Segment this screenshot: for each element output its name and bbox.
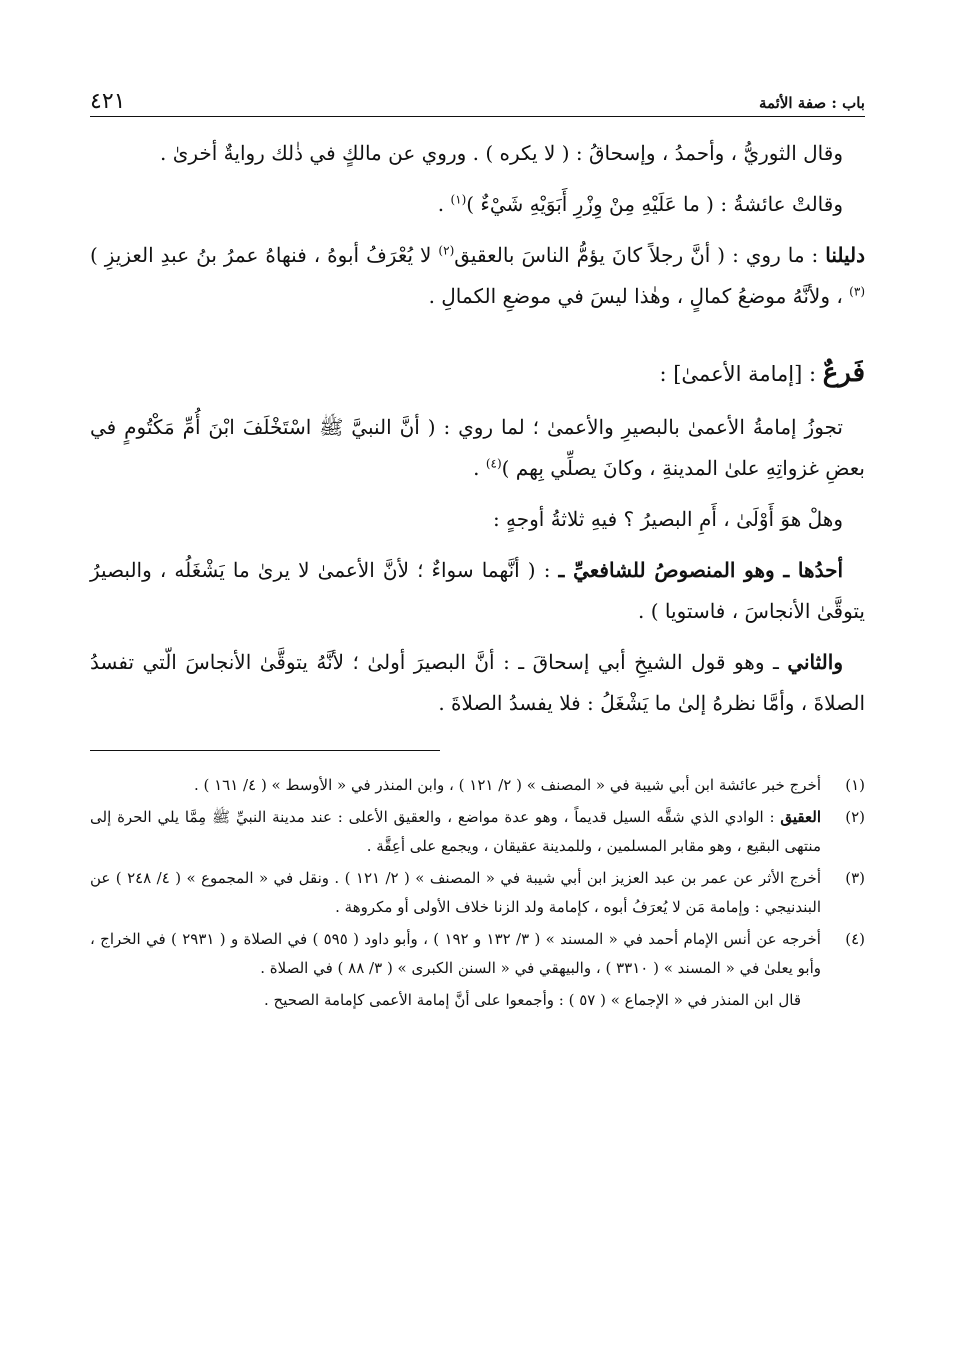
footnote-text: أخرج خبر عائشة ابن أبي شيبة في « المصنف » ( ٢/ ١٢١ ) ، وابن المنذر في « الأوسط » ( ٤/ ١٦١ ) . <box>193 776 821 794</box>
footnote <box>90 925 865 983</box>
page-number: ٤٢١ <box>90 89 126 114</box>
footnote-number: (٢) <box>845 808 865 826</box>
footnote-separator <box>90 750 440 751</box>
footnote-number: (١) <box>845 776 865 794</box>
footnote-continuation: قال ابن المنذر في « الإجماع » ( ٥٧ ) : وأجمعوا على أنَّ إمامة الأعمى كإمامة الصحيح . <box>264 991 801 1009</box>
footnote-number: (٤) <box>845 930 865 948</box>
footnote-ref: (٤) <box>485 456 502 471</box>
lead-word: أحدُها ـ وهو المنصوصُ للشافعيِّ ـ <box>558 558 843 582</box>
footnotes <box>90 771 865 1015</box>
paragraph: وقال الثوريُّ ، وأحمدُ ، وإسحاقُ : ( لا يكره ) . وروي عن مالكٍ في ذٰلك روايةٌ أخرىٰ . <box>160 141 843 165</box>
footnote <box>90 771 865 800</box>
footnote-text: أخرجه عن أنس الإمام أحمد في « المسند » ( ٣/ ١٣٢ و ١٩٢ ) ، وأبو داود ( ٥٩٥ ) في الصلاة و ( ٢٩٣١ ) في الخراج ، وأبو يعلىٰ في « المسند » ( ٣٣١٠ ) ، والبيهقي في « السنن الكبرى » ( ٣/ ٨٨ ) في الصلاة . <box>90 930 821 977</box>
paragraph: وقالتْ عائشةُ : ( ما عَلَيْهِ مِنْ وِزْرِ أَبَوَيْهِ شَيْءٌ )$^{(١)}$ . <box>437 192 843 216</box>
book-page <box>90 78 865 1015</box>
lead-word: والثاني <box>787 650 843 674</box>
footnote-text: العقيق : الوادي الذي شقَّه السيل قديماً ، وهو عدة مواضع ، والعقيق الأعلى : عند مدينة النبيِّ ﷺ مِمَّا يلي الحرة إلى منتهى البقيع ، وهو مقابر المسلمين ، وللمدينة عقيقان ، ويجمع على أعِقَّة . <box>90 808 821 855</box>
page-header <box>90 78 865 117</box>
footnote <box>90 803 865 861</box>
footnote-text: أخرج الأثر عن عمر بن عبد العزيز ابن أبي شيبة في « المصنف » ( ٢/ ١٢١ ) . ونقل في « المجموع » ( ٤/ ٢٤٨ ) عن البندنيجي : وإمامة مَن لا يُعرَفُ أبوه ، كإمامة ولد الزنا خلاف الأولى أو مكروهة . <box>90 869 822 916</box>
footnote <box>90 864 865 922</box>
paragraph: تجوزُ إمامةُ الأعمىٰ بالبصيرِ والأعمىٰ ؛ لما روي : ( أنَّ النبيَّ ﷺ اسْتَخْلَفَ ابْنَ أُمِّ مَكْتُومٍ في بعضِ غزواتِهِ علىٰ المدينةِ ، وكانَ يصلِّي بِهم )$^{(٤)}$ . <box>90 415 865 480</box>
paragraph: والثاني ـ وهو قول الشيخِ أبي إسحاقَ ـ : أنَّ البصيرَ أولىٰ ؛ لأنَّهُ يتوقَّىٰ الأنجاسَ الّتي تفسدُ الصلاةَ ، وأمَّا نظرهُ إلىٰ ما يَشْغَلُ : فلا يفسدُ الصلاةَ . <box>90 650 865 715</box>
lead-word: دليلنا <box>825 243 866 267</box>
paragraph: دليلنا : ما روي : ( أنَّ رجلاً كانَ يؤمُّ الناسَ بالعقيق$^{(٢)}$ لا يُعْرَفُ أبوهُ ، فنهاهُ عمرُ بنُ عبدِ العزيزِ )$^{(٣)}$ ، ولأنَّهُ موضعُ كمالٍ ، وهٰذا ليسَ في موضعِ الكمالِ . <box>90 243 866 308</box>
main-text <box>90 133 865 724</box>
running-title: باب : صفة الأئمة <box>758 94 865 112</box>
footnote-ref: (١) <box>450 192 467 207</box>
footnote-ref: (٣) <box>849 284 865 299</box>
footnote-number: (٣) <box>845 869 865 887</box>
footnote-ref: (٢) <box>438 243 455 258</box>
section-heading: فَرعٌ : [إمامة الأعمىٰ] : <box>659 358 865 388</box>
paragraph: أحدُها ـ وهو المنصوصُ للشافعيِّ ـ : ( أنَّهما سواءٌ ؛ لأنَّ الأعمىٰ لا يرىٰ ما يَشْغَلُه ، والبصيرُ يتوقَّىٰ الأنجاسَ ، فاستويا ) . <box>90 558 865 623</box>
paragraph: وهلْ هوَ أَوْلَىٰ ، أَمِ البصيرُ ؟ فيهِ ثلاثةُ أوجهٍ : <box>492 507 843 531</box>
